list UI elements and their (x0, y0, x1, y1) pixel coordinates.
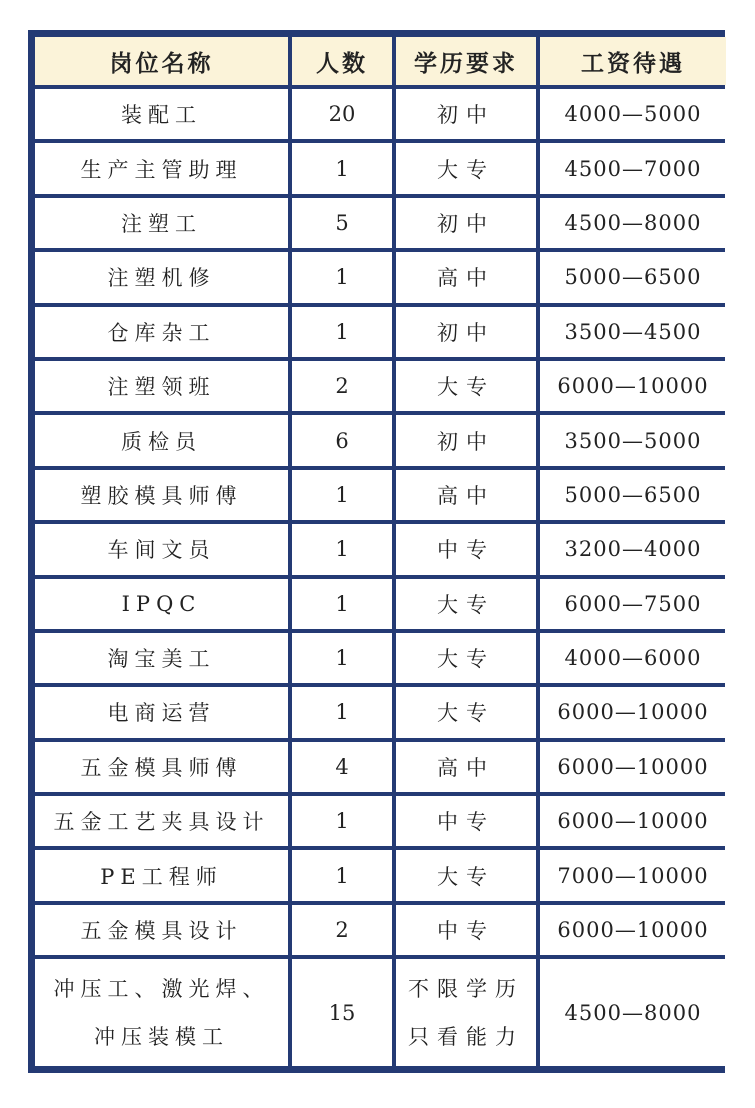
cell-education: 高中 (396, 252, 536, 302)
cell-count: 1 (292, 796, 392, 846)
cell-education: 大专 (396, 633, 536, 683)
cell-education: 高中 (396, 470, 536, 520)
cell-education: 中专 (396, 524, 536, 574)
table-body (35, 89, 726, 955)
cell-education: 初中 (396, 89, 536, 139)
cell-position-line1: 冲压工、激光焊、 (53, 976, 270, 1001)
cell-count: 4 (292, 742, 392, 792)
cell-count: 1 (292, 307, 392, 357)
cell-education: 中专 (396, 796, 536, 846)
header-salary: 工资待遇 (540, 37, 726, 85)
job-table (31, 33, 730, 1070)
cell-count: 1 (292, 252, 392, 302)
table-row (35, 470, 726, 520)
table-row (35, 89, 726, 139)
cell-position-line2: 冲压装模工 (94, 1024, 229, 1049)
cell-education: 初中 (396, 307, 536, 357)
table-row (35, 143, 726, 193)
cell-position: 淘宝美工 (35, 633, 288, 683)
header-position: 岗位名称 (35, 37, 288, 85)
table-row (35, 633, 726, 683)
table-row (35, 361, 726, 411)
header-education: 学历要求 (396, 37, 536, 85)
cell-salary: 4000—6000 (540, 633, 726, 683)
cell-position: 电商运营 (35, 687, 288, 737)
cell-education-line1: 不限学历 (408, 976, 524, 1001)
cell-education (396, 959, 536, 1066)
cell-salary: 7000—10000 (540, 850, 726, 900)
cell-salary: 6000—10000 (540, 742, 726, 792)
cell-salary: 4000—5000 (540, 89, 726, 139)
cell-count: 1 (292, 524, 392, 574)
cell-salary: 6000—10000 (540, 687, 726, 737)
cell-count: 20 (292, 89, 392, 139)
cell-position: 五金模具设计 (35, 905, 288, 955)
table-header-row (35, 37, 726, 85)
cell-education: 中专 (396, 905, 536, 955)
cell-count: 1 (292, 633, 392, 683)
table-row (35, 742, 726, 792)
cell-salary: 6000—10000 (540, 796, 726, 846)
cell-salary: 5000—6500 (540, 470, 726, 520)
cell-salary: 4500—8000 (540, 959, 726, 1066)
cell-salary: 3200—4000 (540, 524, 726, 574)
cell-position: 车间文员 (35, 524, 288, 574)
cell-salary: 6000—10000 (540, 905, 726, 955)
cell-position: 塑胶模具师傅 (35, 470, 288, 520)
cell-count: 1 (292, 687, 392, 737)
cell-education: 大专 (396, 361, 536, 411)
cell-salary: 6000—10000 (540, 361, 726, 411)
cell-count: 5 (292, 198, 392, 248)
cell-count: 1 (292, 470, 392, 520)
table-row (35, 796, 726, 846)
cell-salary: 3500—5000 (540, 415, 726, 465)
cell-salary: 4500—7000 (540, 143, 726, 193)
cell-count: 1 (292, 143, 392, 193)
cell-count: 1 (292, 850, 392, 900)
table-row (35, 687, 726, 737)
table-row (35, 252, 726, 302)
cell-count: 2 (292, 905, 392, 955)
table-row (35, 579, 726, 629)
table-row (35, 905, 726, 955)
cell-education: 大专 (396, 687, 536, 737)
cell-education: 大专 (396, 579, 536, 629)
cell-position: 注塑工 (35, 198, 288, 248)
cell-position: 注塑领班 (35, 361, 288, 411)
table-row (35, 198, 726, 248)
table-row (35, 415, 726, 465)
cell-position: 仓库杂工 (35, 307, 288, 357)
cell-salary: 6000—7500 (540, 579, 726, 629)
table-row (35, 850, 726, 900)
table-row (35, 307, 726, 357)
cell-count: 1 (292, 579, 392, 629)
cell-position: 装配工 (35, 89, 288, 139)
cell-count: 2 (292, 361, 392, 411)
cell-position: 质检员 (35, 415, 288, 465)
cell-count: 6 (292, 415, 392, 465)
cell-salary: 3500—4500 (540, 307, 726, 357)
cell-position: IPQC (35, 579, 288, 629)
cell-position: 生产主管助理 (35, 143, 288, 193)
cell-education: 大专 (396, 850, 536, 900)
cell-education: 初中 (396, 198, 536, 248)
cell-position (35, 959, 288, 1066)
cell-position: 五金工艺夹具设计 (35, 796, 288, 846)
cell-position: 注塑机修 (35, 252, 288, 302)
cell-education: 高中 (396, 742, 536, 792)
table-row (35, 524, 726, 574)
cell-education: 初中 (396, 415, 536, 465)
cell-salary: 5000—6500 (540, 252, 726, 302)
header-count: 人数 (292, 37, 392, 85)
cell-count: 15 (292, 959, 392, 1066)
table-row-last (35, 959, 726, 1066)
cell-position: PE工程师 (35, 850, 288, 900)
job-table-frame (28, 30, 725, 1073)
cell-education: 大专 (396, 143, 536, 193)
cell-salary: 4500—8000 (540, 198, 726, 248)
cell-education-line2: 只看能力 (408, 1024, 524, 1049)
cell-position: 五金模具师傅 (35, 742, 288, 792)
